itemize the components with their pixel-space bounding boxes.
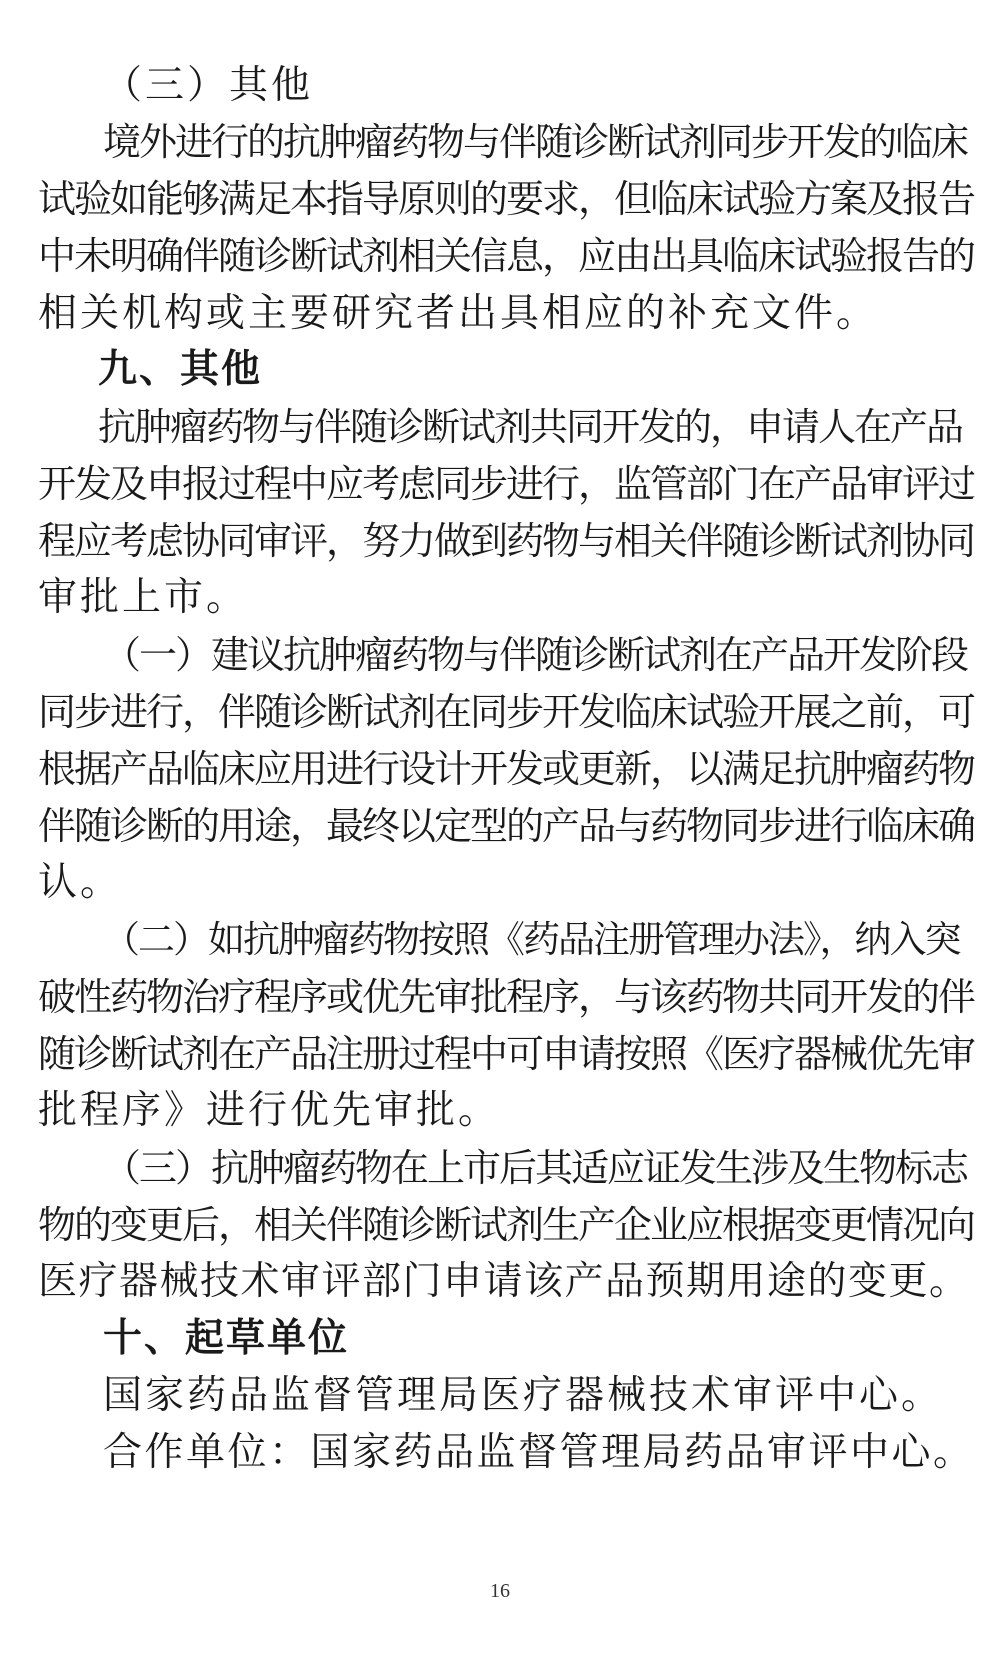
paragraph-line: 中未明确伴随诊断试剂相关信息，应由出具临床试验报告的 <box>38 234 975 278</box>
paragraph-line: 同步进行，伴随诊断试剂在同步开发临床试验开展之前，可 <box>38 690 975 734</box>
paragraph-line: 开发及申报过程中应考虑同步进行，监管部门在产品审评过 <box>38 462 975 506</box>
paragraph-line: 试验如能够满足本指导原则的要求，但临床试验方案及报告 <box>38 177 975 221</box>
paragraph-line: 程应考虑协同审评，努力做到药物与相关伴随诊断试剂协同 <box>38 519 975 563</box>
paragraph-line: 伴随诊断的用途，最终以定型的产品与药物同步进行临床确 <box>38 804 975 848</box>
page-number: 16 <box>490 1580 510 1602</box>
paragraph-line: 批程序》进行优先审批。 <box>38 1088 501 1133</box>
section-heading: 十、起草单位 <box>103 1316 350 1361</box>
paragraph-line: 审批上市。 <box>38 575 249 620</box>
paragraph-line: 抗肿瘤药物与伴随诊断试剂共同开发的，申请人在产品 <box>98 405 963 449</box>
section-heading: 九、其他 <box>98 347 263 392</box>
paragraph-line: 相关机构或主要研究者出具相应的补充文件。 <box>38 291 879 336</box>
paragraph-line: 国家药品监督管理局医疗器械技术审评中心。 <box>103 1373 944 1418</box>
paragraph-line: （三）抗肿瘤药物在上市后其适应证发生涉及生物标志 <box>103 1146 968 1190</box>
paragraph-line: （一）建议抗肿瘤药物与伴随诊断试剂在产品开发阶段 <box>103 633 968 677</box>
subsection-title: （三）其他 <box>103 63 314 108</box>
paragraph-line: 破性药物治疗程序或优先审批程序，与该药物共同开发的伴 <box>38 975 975 1019</box>
paragraph-line: 随诊断试剂在产品注册过程中可申请按照《医疗器械优先审 <box>38 1032 975 1076</box>
paragraph-line: （二）如抗肿瘤药物按照《药品注册管理办法》，纳入突 <box>103 918 960 961</box>
paragraph-line: 物的变更后，相关伴随诊断试剂生产企业应根据变更情况向 <box>38 1203 975 1247</box>
paragraph-line: 根据产品临床应用进行设计开发或更新，以满足抗肿瘤药物 <box>38 747 975 791</box>
paragraph-line: 合作单位：国家药品监督管理局药品审评中心。 <box>103 1430 975 1475</box>
paragraph-line: 认。 <box>38 860 123 905</box>
paragraph-line: 境外进行的抗肿瘤药物与伴随诊断试剂同步开发的临床 <box>103 120 968 164</box>
paragraph-line: 医疗器械技术审评部门申请该产品预期用途的变更。 <box>38 1259 970 1304</box>
